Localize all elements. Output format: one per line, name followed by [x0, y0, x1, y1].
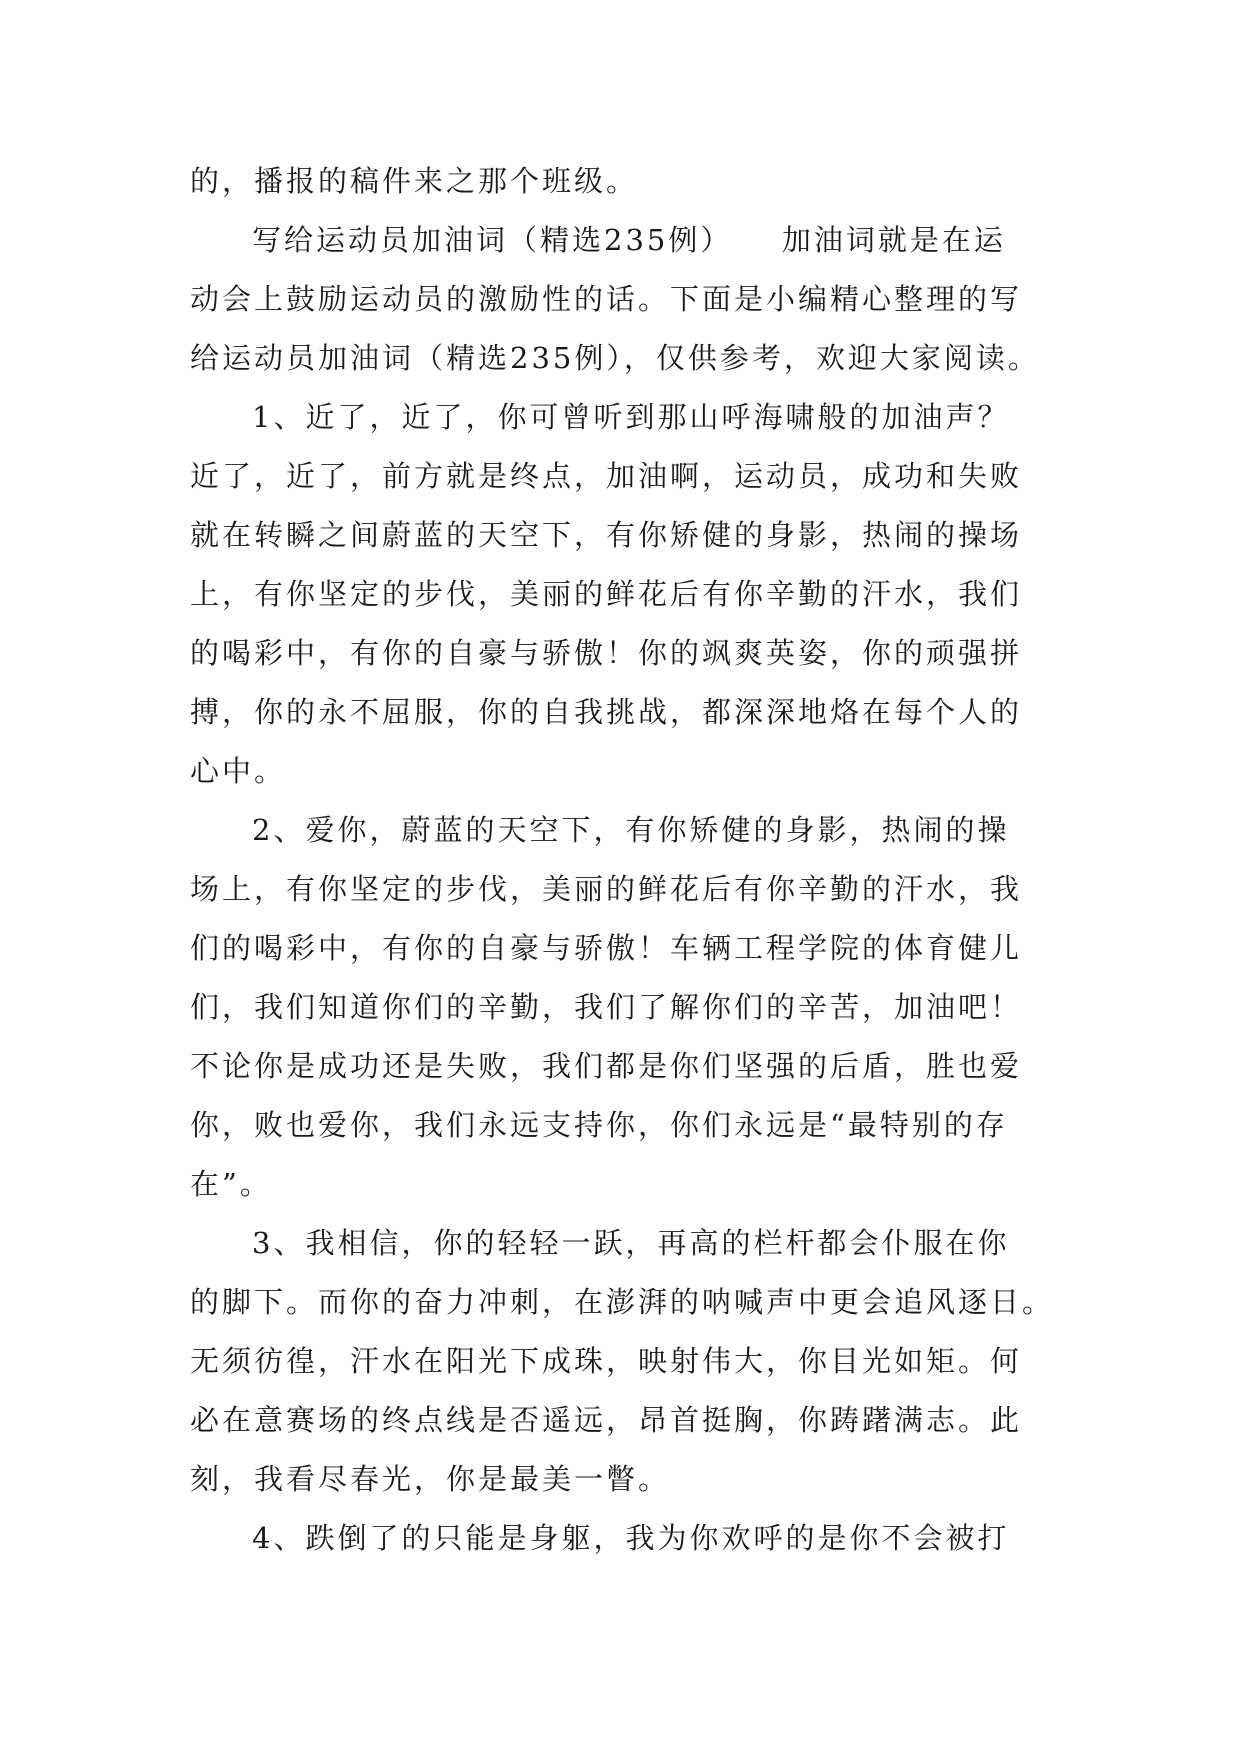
text-line: 必在意赛场的终点线是否遥远，昂首挺胸，你踌躇满志。此 [190, 1403, 1023, 1437]
text-line: 搏，你的永不屈服，你的自我挑战，都深深地烙在每个人的 [190, 695, 1023, 729]
text-line: 的喝彩中，有你的自豪与骄傲！你的飒爽英姿，你的顽强拼 [190, 636, 1023, 670]
text-line: 刻，我看尽春光，你是最美一瞥。 [190, 1462, 671, 1496]
text-line: 2、爱你，蔚蓝的天空下，有你矫健的身影，热闹的操 [252, 813, 1010, 847]
text-line: 不论你是成功还是失败，我们都是你们坚强的后盾，胜也爱 [190, 1049, 1023, 1083]
body-text [190, 152, 1055, 1568]
text-line: 心中。 [190, 754, 287, 788]
text-line: 3、我相信，你的轻轻一跃，再高的栏杆都会仆服在你 [252, 1226, 1010, 1260]
text-line: 就在转瞬之间蔚蓝的天空下，有你矫健的身影，热闹的操场 [190, 518, 1023, 552]
text-line: 动会上鼓励运动员的激励性的话。下面是小编精心整理的写 [190, 282, 1023, 316]
text-line: 上，有你坚定的步伐，美丽的鲜花后有你辛勤的汗水，我们 [190, 577, 1023, 611]
text-line: 无须彷徨，汗水在阳光下成珠，映射伟大，你目光如矩。何 [190, 1344, 1023, 1378]
text-line: 场上，有你坚定的步伐，美丽的鲜花后有你辛勤的汗水，我 [190, 872, 1023, 906]
text-line: 4、跌倒了的只能是身躯，我为你欢呼的是你不会被打 [252, 1521, 1010, 1555]
text-line: 们的喝彩中，有你的自豪与骄傲！车辆工程学院的体育健儿 [190, 931, 1023, 965]
text-line: 你，败也爱你，我们永远支持你，你们永远是“最特别的存 [190, 1108, 1008, 1142]
text-line: 们，我们知道你们的辛勤，我们了解你们的辛苦，加油吧！ [190, 990, 1023, 1024]
text-line: 给运动员加油词（精选235例），仅供参考，欢迎大家阅读。 [190, 341, 1040, 375]
text-line: 1、近了，近了，你可曾听到那山呼海啸般的加油声？ [252, 400, 1010, 434]
text-line: 的脚下。而你的奋力冲刺，在澎湃的呐喊声中更会追风逐日。 [190, 1285, 1055, 1319]
text-line: 在”。 [190, 1167, 272, 1201]
text-line: 近了，近了，前方就是终点，加油啊，运动员，成功和失败 [190, 459, 1023, 493]
text-line: 写给运动员加油词（精选235例） 加油词就是在运 [252, 223, 1006, 257]
text-line: 的，播报的稿件来之那个班级。 [190, 164, 639, 198]
